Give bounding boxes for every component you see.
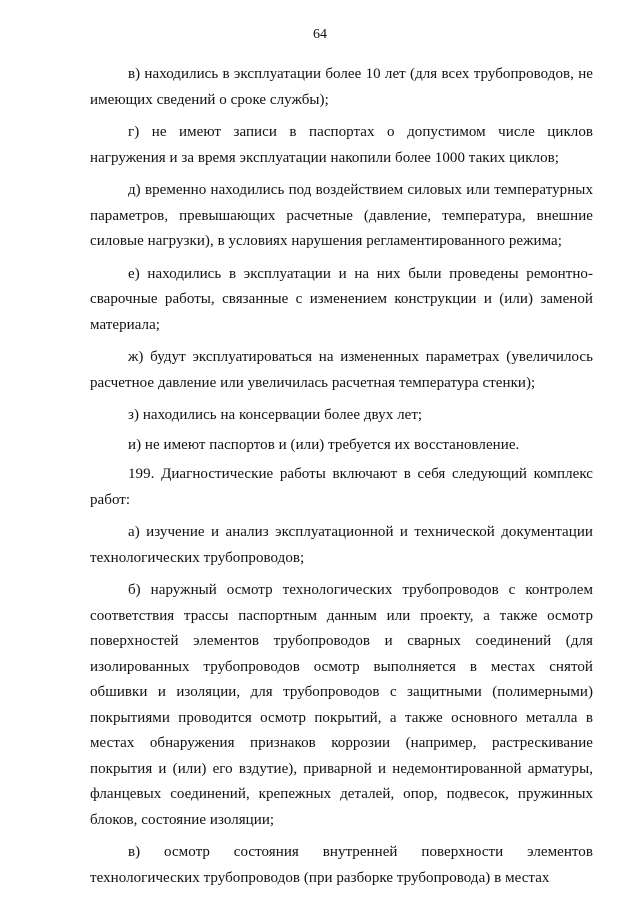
paragraph-item-e: е) находились в эксплуатации и на них были проведены ремонтно-сварочные работы, связанные с изменением конструкции и (или) заменой материала; bbox=[90, 265, 593, 333]
paragraph-item-a: а) изучение и анализ эксплуатационной и технической документации технологических трубопроводов; bbox=[90, 524, 593, 566]
page-number: 64 bbox=[313, 27, 327, 42]
paragraph-item-v: в) находились в эксплуатации более 10 лет (для всех трубопроводов, не имеющих сведений о сроке службы); bbox=[90, 66, 593, 108]
paragraph-section-199: 199. Диагностические работы включают в себя следующий комплекс работ: bbox=[90, 466, 593, 508]
paragraph-item-i: и) не имеют паспортов и (или) требуется их восстановление. bbox=[128, 436, 520, 453]
paragraph-item-g: г) не имеют записи в паспортах о допустимом числе циклов нагружения и за время эксплуатации накопили более 1000 таких циклов; bbox=[90, 124, 593, 166]
paragraph-item-z: з) находились на консервации более двух лет; bbox=[128, 407, 423, 423]
paragraph-item-zh: ж) будут эксплуатироваться на измененных параметрах (увеличилось расчетное давление или увеличилась расчетная температура стенки); bbox=[90, 349, 593, 391]
document-body bbox=[90, 62, 593, 898]
paragraph-item-b: б) наружный осмотр технологических трубопроводов с контролем соответствия трассы паспортным данным или проекту, а также осмотр поверхностей элементов трубопроводов и сварных соединений (для изолированных трубопроводов осмотр выполняется в местах снятой обшивки и изоляции, для трубопроводов с защитными (полимерными) покрытиями проводится осмотр покрытий, а также основного металла в местах обнаружения признаков коррозии (например, растрескивание покрытия и (или) его вздутие), приварной и недемонтированной арматуры, фланцевых соединений, крепежных деталей, опор, подвесок, пружинных блоков, состояние изоляции; bbox=[90, 582, 593, 828]
paragraph-item-d: д) временно находились под воздействием силовых или температурных параметров, превышающих расчетные (давление, температура, внешние силовые нагрузки), в условиях нарушения регламентированного режима; bbox=[90, 182, 593, 249]
paragraph-item-v-inspection: в) осмотр состояния внутренней поверхности элементов технологических трубопроводов (при разборке трубопровода) в местах bbox=[90, 844, 593, 886]
